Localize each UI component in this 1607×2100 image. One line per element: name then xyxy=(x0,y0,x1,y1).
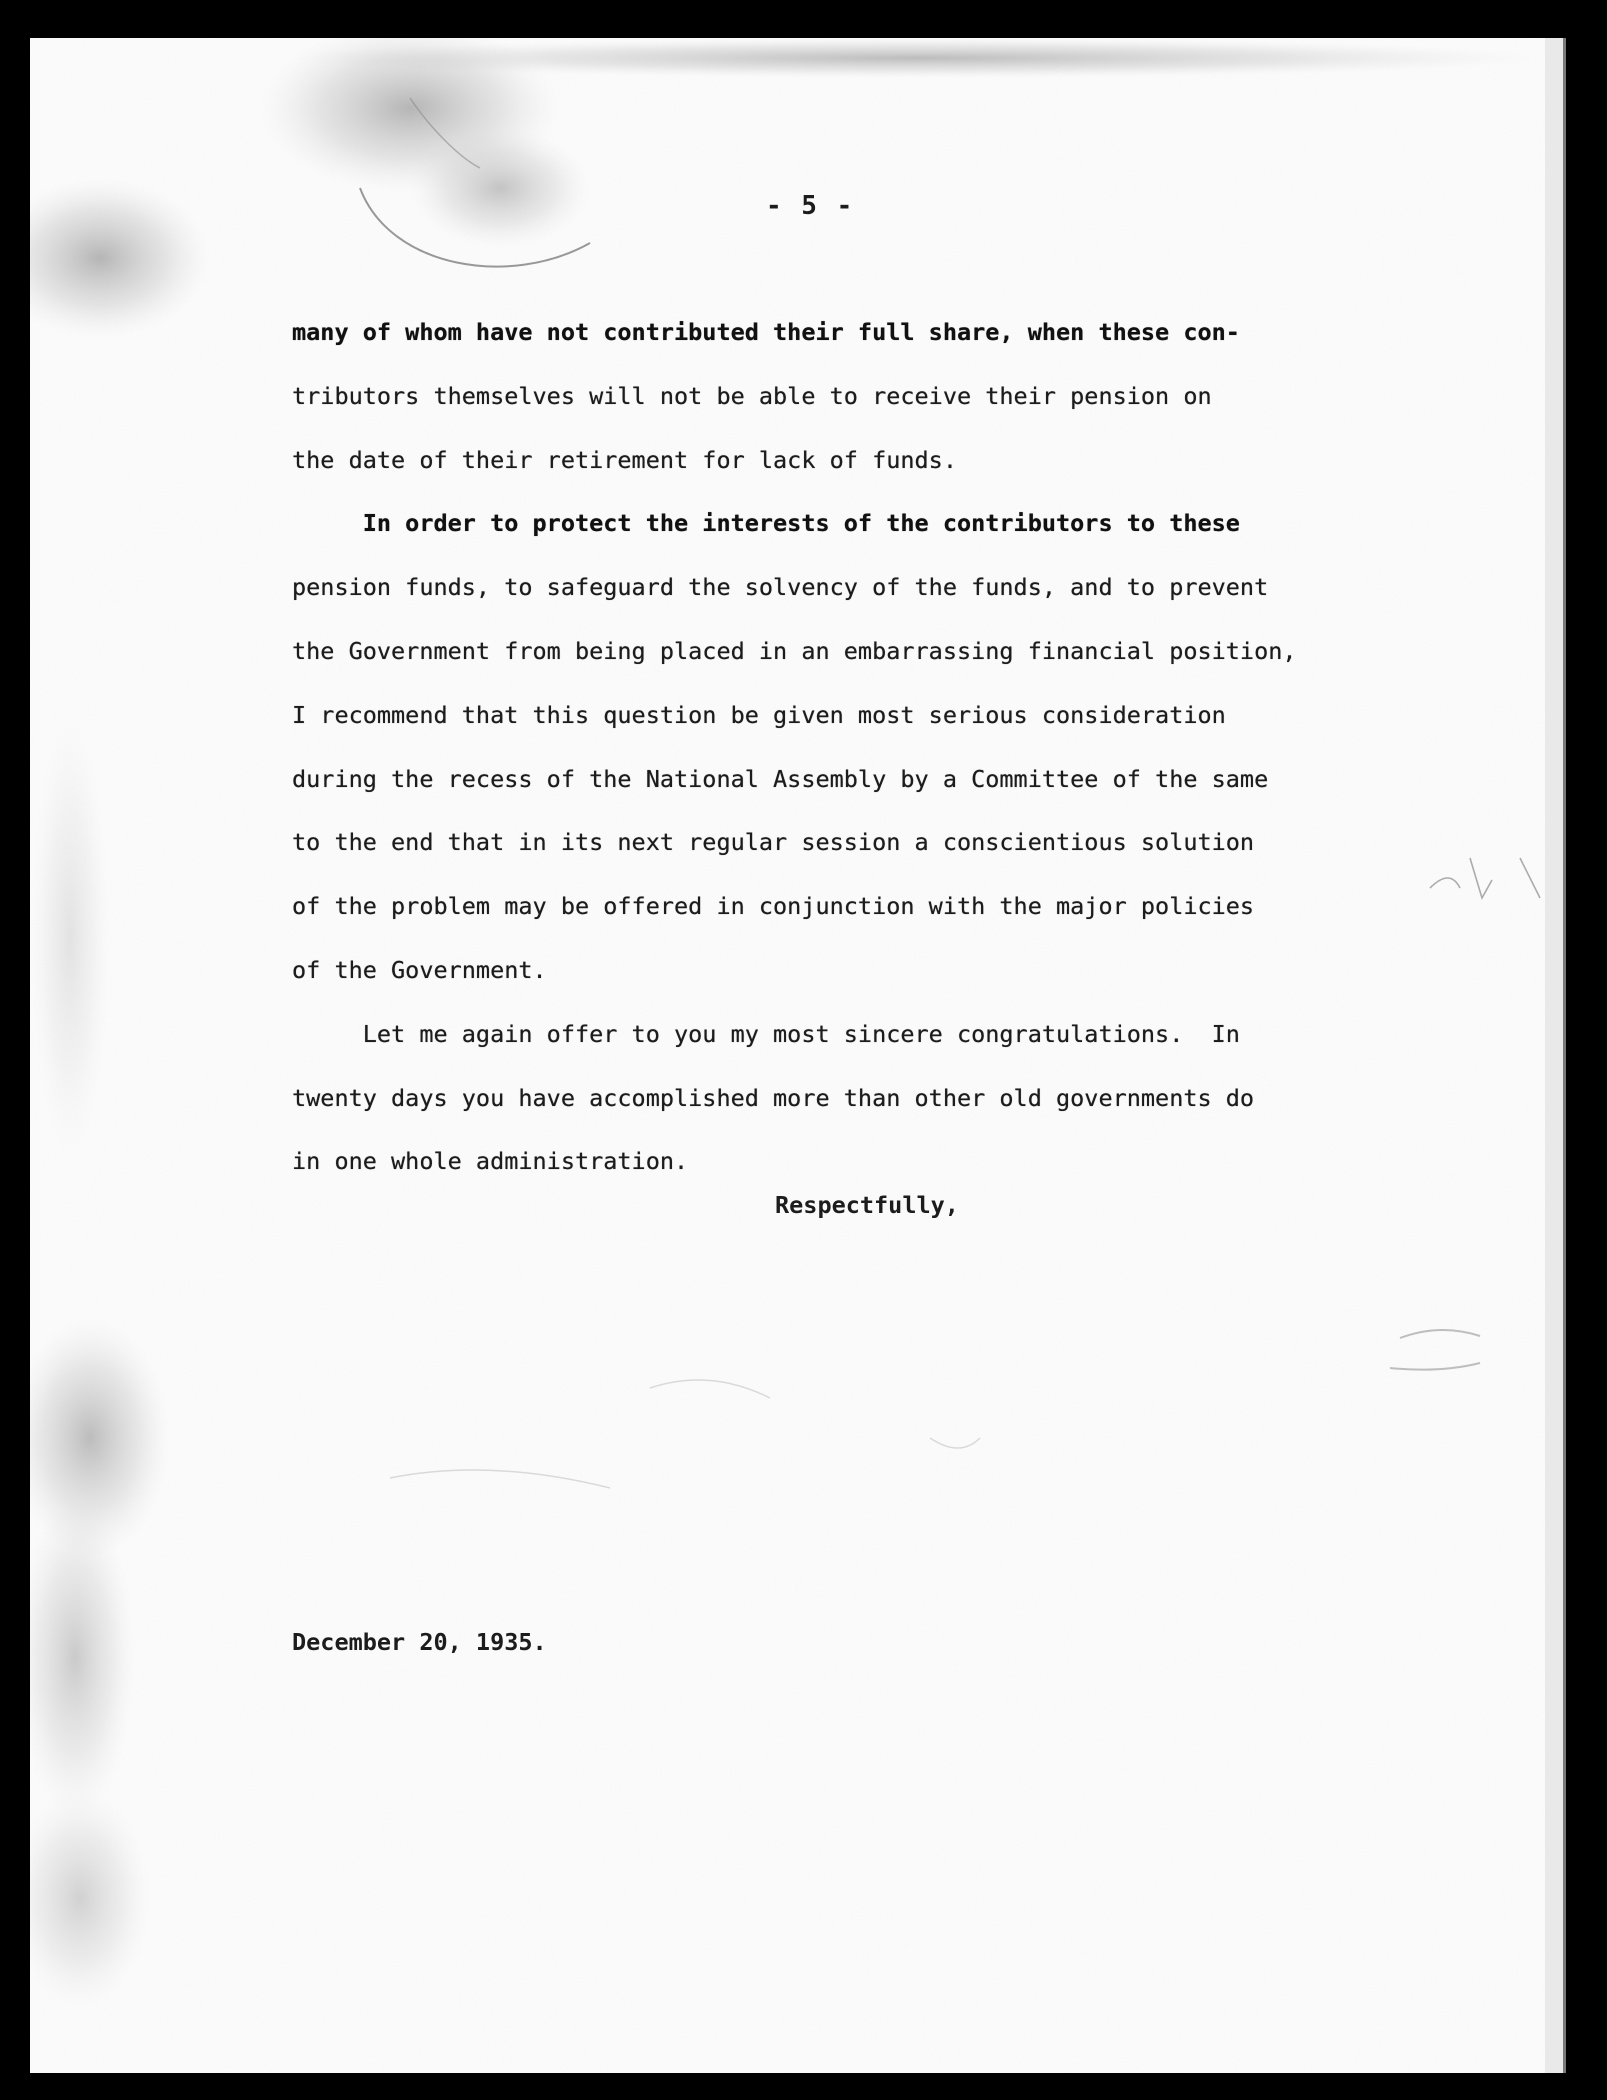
text-line: during the recess of the National Assembly by a Committee of the same xyxy=(292,764,1269,793)
text-line: twenty days you have accomplished more than other old governments do xyxy=(292,1083,1255,1112)
letter-date: December 20, 1935. xyxy=(292,1628,547,1656)
complimentary-close: Respectfully, xyxy=(775,1191,959,1219)
text-line: of the Government. xyxy=(292,955,547,984)
text-line: tributors themselves will not be able to receive their pension on xyxy=(292,381,1212,410)
page-edge-shadow xyxy=(1563,38,1566,2073)
text-line: many of whom have not contributed their full share, when these con- xyxy=(292,318,1240,346)
letter-body xyxy=(292,301,1452,1194)
text-line: of the problem may be offered in conjunction with the major policies xyxy=(292,892,1255,921)
text-line: the date of their retirement for lack of funds. xyxy=(292,445,957,474)
typed-letter xyxy=(30,38,1545,2073)
text-line: In order to protect the interests of the contributors to these xyxy=(292,509,1240,538)
text-line: Let me again offer to you my most sincere congratulations. In xyxy=(292,1019,1240,1048)
page-number: - 5 - xyxy=(766,191,855,221)
text-line: to the end that in its next regular session a conscientious solution xyxy=(292,828,1255,857)
text-line: I recommend that this question be given most serious consideration xyxy=(292,700,1226,729)
page-edge-strip xyxy=(1545,38,1563,2073)
text-line: pension funds, to safeguard the solvency of the funds, and to prevent xyxy=(292,573,1269,602)
paper-sheet xyxy=(30,38,1545,2073)
text-line: the Government from being placed in an embarrassing financial position, xyxy=(292,636,1297,665)
text-line: in one whole administration. xyxy=(292,1147,689,1176)
